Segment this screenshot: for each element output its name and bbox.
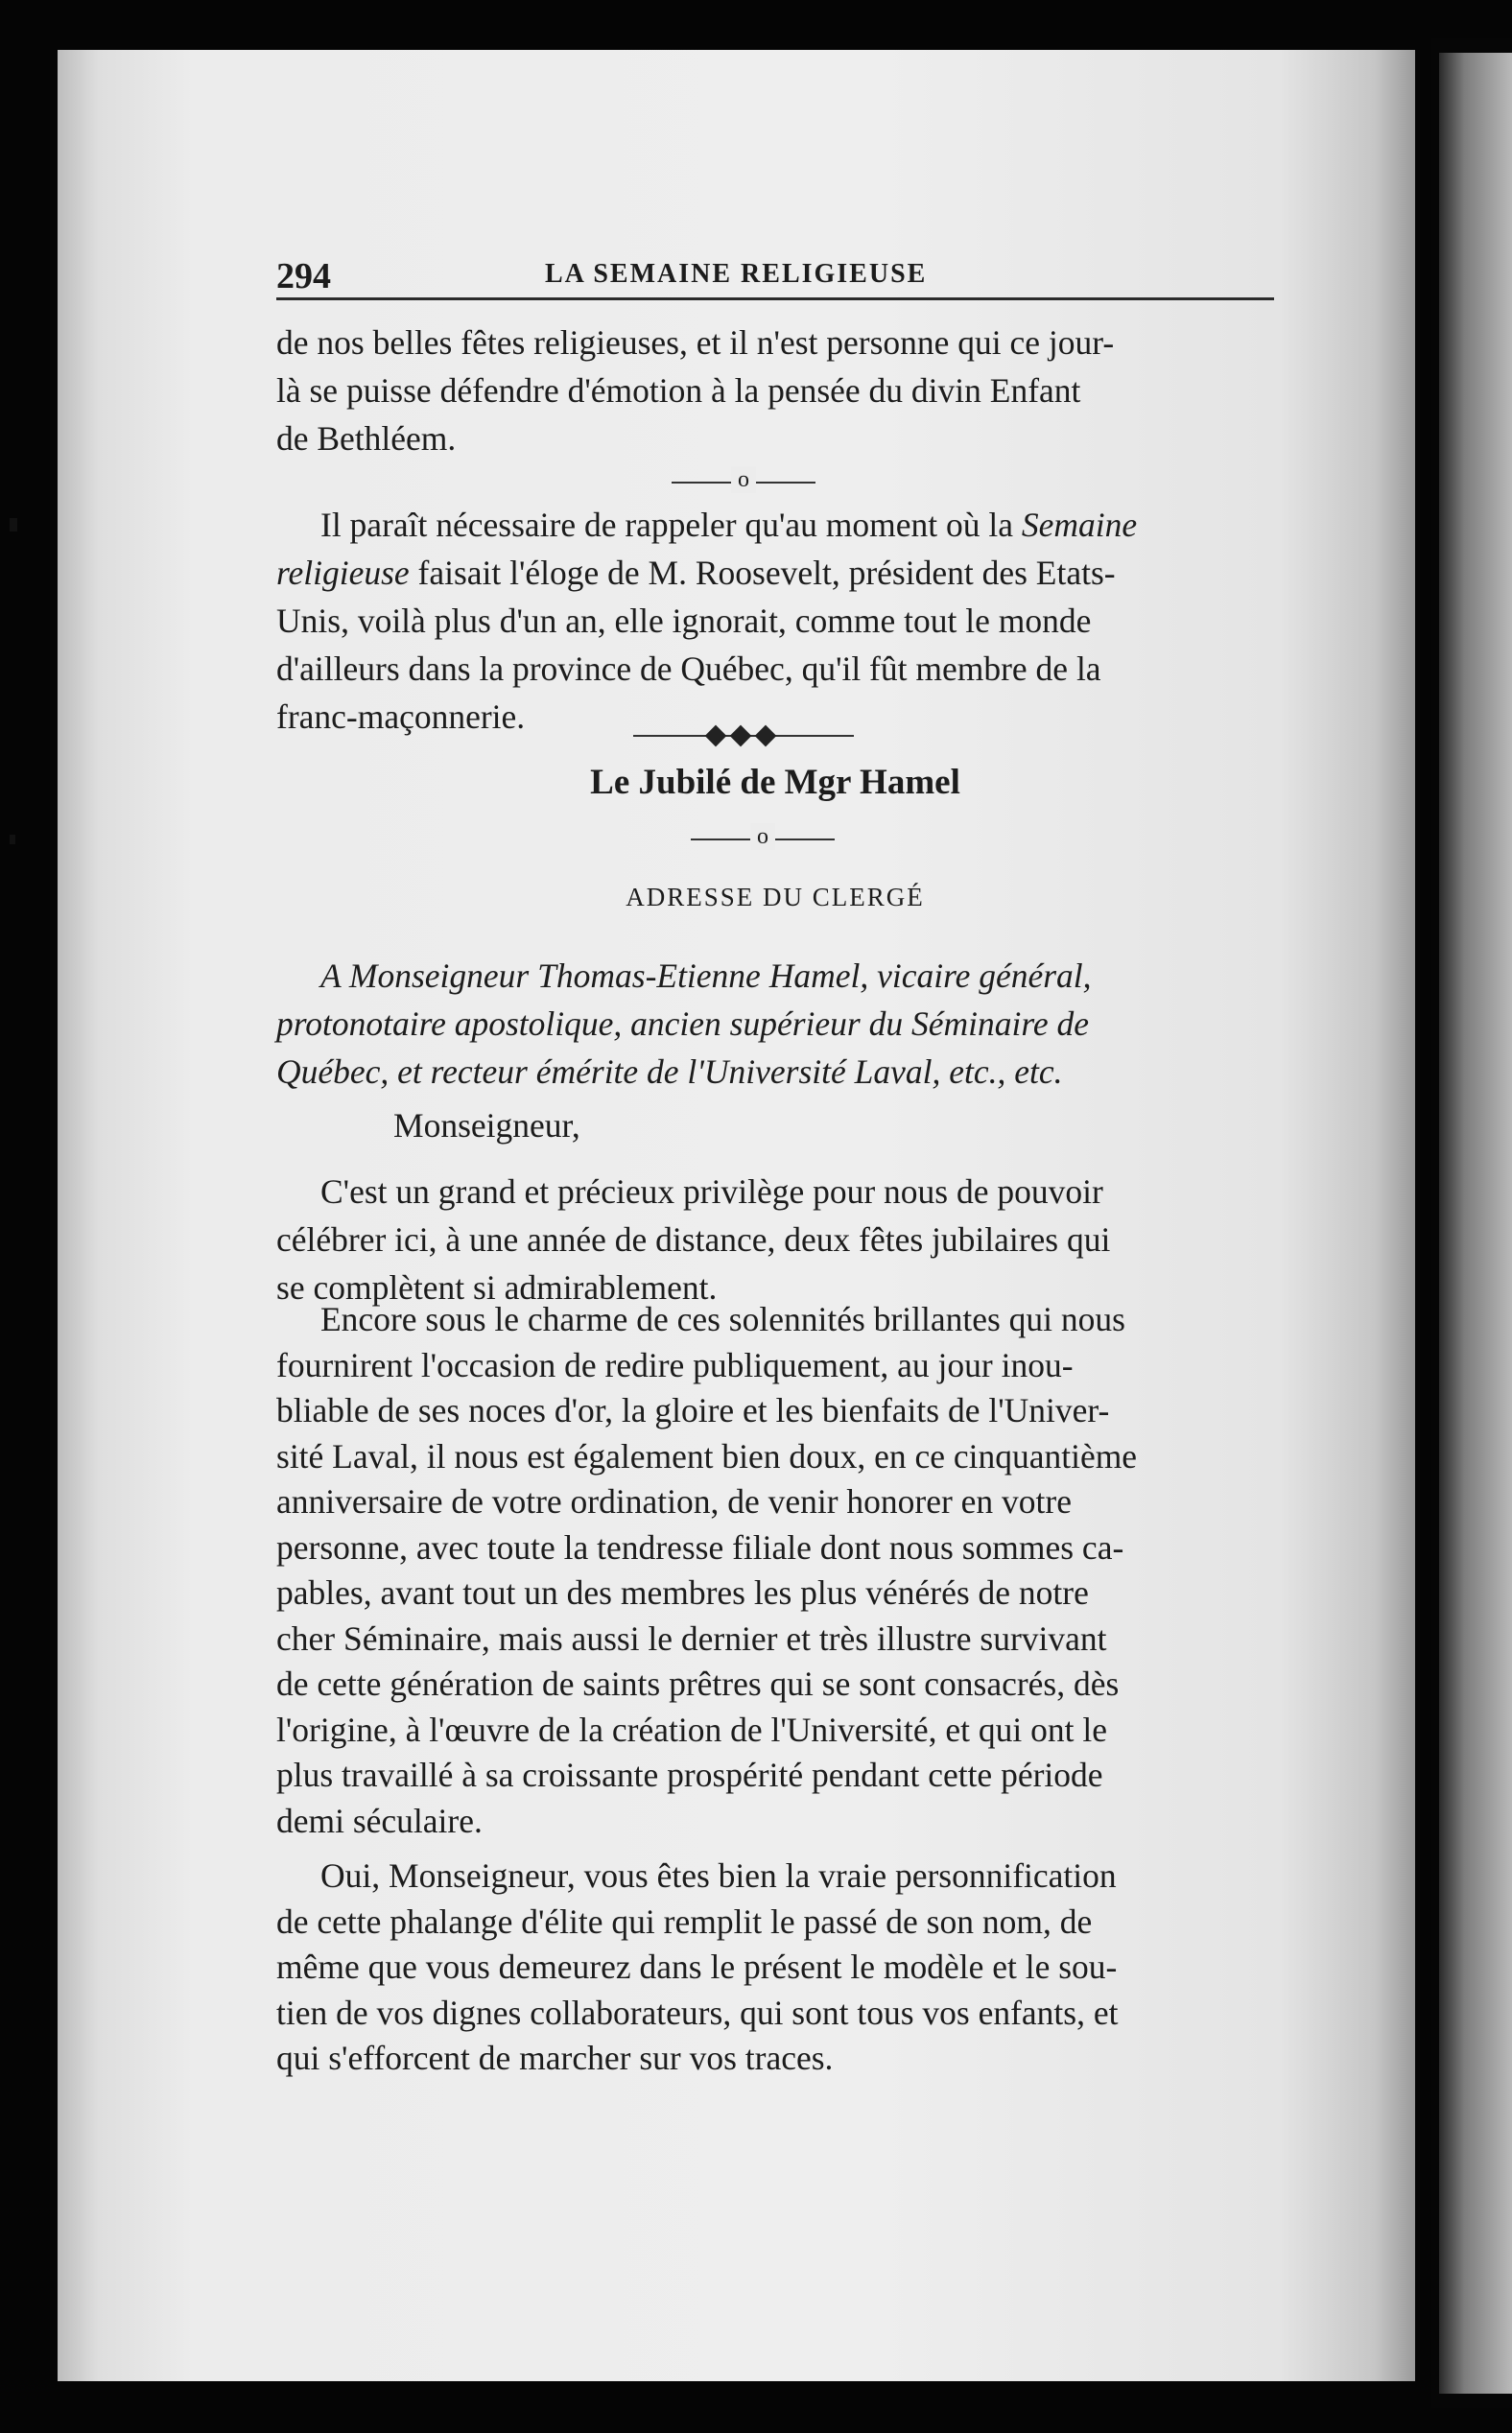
text-run: Il paraît nécessaire de rappeler qu'au moment où la: [320, 506, 1022, 544]
text-line: de nos belles fêtes religieuses, et il n'est personne qui ce jour-: [276, 323, 1115, 362]
ornamental-divider: [633, 726, 854, 745]
publication-name: Semaine: [1021, 506, 1138, 544]
separator: [672, 467, 815, 492]
separator: [691, 824, 835, 849]
scan-speck: [10, 518, 17, 531]
page-number: 294: [276, 256, 331, 296]
paragraph-privilege: [276, 1168, 1274, 1311]
separator-glyph: o: [731, 466, 756, 493]
text-line: [276, 501, 1274, 549]
text-line: franc-maçonnerie.: [276, 697, 526, 736]
text-line: cher Séminaire, mais aussi le dernier et très illustre survivant: [276, 1618, 1107, 1658]
text-line: Unis, voilà plus d'un an, elle ignorait, comme tout le monde: [276, 602, 1092, 640]
text-line: protonotaire apostolique, ancien supérieur du Séminaire de: [276, 1004, 1089, 1043]
text-line: de cette phalange d'élite qui remplit le passé de son nom, de: [276, 1902, 1093, 1941]
text-line: Québec, et recteur émérite de l'Université Laval, etc., etc.: [276, 1052, 1063, 1091]
text-line: de Bethléem.: [276, 419, 457, 458]
text-line: l'origine, à l'œuvre de la création de l'Université, et qui ont le: [276, 1710, 1107, 1749]
section-subtitle: ADRESSE DU CLERGÉ: [626, 883, 925, 911]
text-line: anniversaire de votre ordination, de venir honorer en votre: [276, 1482, 1072, 1521]
paragraph-jubilee: [276, 1297, 1274, 1844]
text-line: même que vous demeurez dans le présent le modèle et le sou-: [276, 1948, 1118, 1986]
text-line: tien de vos dignes collaborateurs, qui sont tous vos enfants, et: [276, 1993, 1119, 2032]
text-line: C'est un grand et précieux privilège pour nous de pouvoir: [320, 1172, 1103, 1211]
text-line: se complètent si admirablement.: [276, 1268, 718, 1307]
salutation: Monseigneur,: [393, 1106, 580, 1145]
text-line: qui s'efforcent de marcher sur vos traces.: [276, 2039, 834, 2077]
text-line: plus travaillé à sa croissante prospérité pendant cette période: [276, 1756, 1103, 1794]
adjacent-page-edge: [1439, 53, 1512, 2394]
paragraph-continuation: [276, 319, 1274, 462]
text-line: sité Laval, il nous est également bien doux, en ce cinquantième: [276, 1436, 1138, 1476]
publication-name: religieuse: [276, 554, 410, 592]
text-line: demi séculaire.: [276, 1801, 483, 1840]
text-line: fournirent l'occasion de redire publiquement, au jour inou-: [276, 1345, 1074, 1384]
text-line: A Monseigneur Thomas-Etienne Hamel, vicaire général,: [320, 957, 1092, 995]
dedication: [276, 952, 1274, 1096]
text-line: Oui, Monseigneur, vous êtes bien la vraie personnification: [320, 1856, 1117, 1895]
book-page: [58, 50, 1415, 2381]
page-header: [276, 249, 1274, 300]
divider-diamond: [755, 725, 777, 747]
scan-speck: [10, 835, 15, 844]
divider-diamond: [730, 725, 752, 747]
text-line: [276, 549, 1274, 597]
separator-glyph: o: [750, 823, 775, 850]
running-title: LA SEMAINE RELIGIEUSE: [545, 259, 928, 289]
divider-diamond: [705, 725, 727, 747]
text-run: faisait l'éloge de M. Roosevelt, président des Etats-: [409, 554, 1116, 592]
text-line: d'ailleurs dans la province de Québec, qu'il fût membre de la: [276, 650, 1101, 688]
text-line: célébrer ici, à une année de distance, deux fêtes jubilaires qui: [276, 1220, 1111, 1259]
text-line: bliable de ses noces d'or, la gloire et les bienfaits de l'Univer-: [276, 1391, 1110, 1429]
section-title: Le Jubilé de Mgr Hamel: [590, 763, 960, 802]
paragraph-roosevelt: [276, 501, 1274, 741]
text-line: pables, avant tout un des membres les plus vénérés de notre: [276, 1573, 1089, 1612]
text-line: de cette génération de saints prêtres qui se sont consacrés, dès: [276, 1665, 1120, 1703]
text-line: personne, avec toute la tendresse filiale dont nous sommes ca-: [276, 1527, 1124, 1567]
text-line: là se puisse défendre d'émotion à la pensée du divin Enfant: [276, 371, 1081, 410]
paragraph-personification: [276, 1854, 1274, 2082]
text-line: Encore sous le charme de ces solennités brillantes qui nous: [320, 1300, 1125, 1338]
